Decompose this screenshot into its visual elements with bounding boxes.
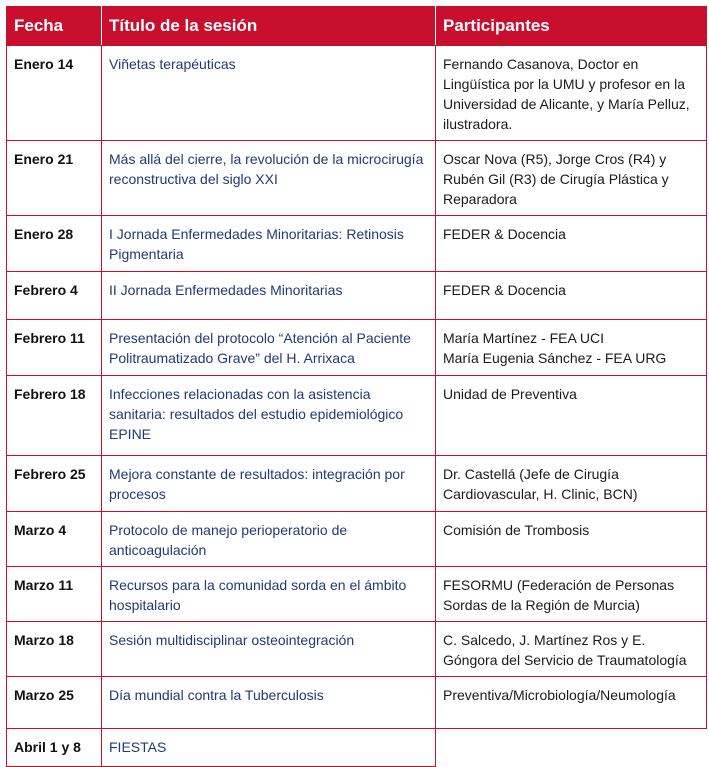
session-title: FIESTAS <box>102 729 436 767</box>
header-date: Fecha <box>7 7 102 46</box>
session-date: Marzo 4 <box>7 512 102 567</box>
session-participants <box>436 456 707 512</box>
table-row <box>7 512 707 567</box>
session-title: Sesión multidisciplinar osteointegración <box>102 622 436 677</box>
table-body <box>7 46 707 767</box>
session-title: Presentación del protocolo “Atención al Paciente Politraumatizado Grave” del H. Arrixaca <box>102 320 436 376</box>
table-row <box>7 320 707 376</box>
participant-line: Comisión de Trombosis <box>443 522 590 538</box>
session-title: Infecciones relacionadas con la asistencia sanitaria: resultados del estudio epidemiológico EPINE <box>102 376 436 456</box>
participant-line: FEDER & Docencia <box>443 226 566 242</box>
session-participants <box>436 567 707 622</box>
participant-line: Dr. Castellá (Jefe de Cirugía Cardiovascular, H. Clinic, BCN) <box>443 466 638 502</box>
header-participants: Participantes <box>436 7 707 46</box>
session-date: Marzo 11 <box>7 567 102 622</box>
table-row <box>7 272 707 320</box>
table-row <box>7 456 707 512</box>
session-date: Marzo 18 <box>7 622 102 677</box>
session-date: Enero 21 <box>7 141 102 216</box>
table-row <box>7 567 707 622</box>
session-title: II Jornada Enfermedades Minoritarias <box>102 272 436 320</box>
participant-line: María Martínez - FEA UCI <box>443 330 605 346</box>
participant-line: Preventiva/Microbiología/Neumología <box>443 687 676 703</box>
session-participants <box>436 376 707 456</box>
participant-line: FEDER & Docencia <box>443 282 566 298</box>
session-date: Abril 1 y 8 <box>7 729 102 767</box>
participant-line: C. Salcedo, J. Martínez Ros y E. Góngora del Servicio de Traumatología <box>443 632 687 668</box>
session-title: Protocolo de manejo perioperatorio de anticoagulación <box>102 512 436 567</box>
session-participants <box>436 216 707 272</box>
session-date: Febrero 4 <box>7 272 102 320</box>
table-row <box>7 622 707 677</box>
session-title: Viñetas terapéuticas <box>102 46 436 141</box>
session-participants <box>436 46 707 141</box>
session-participants <box>436 677 707 729</box>
session-date: Febrero 11 <box>7 320 102 376</box>
participant-line: María Eugenia Sánchez - FEA URG <box>443 350 667 366</box>
session-participants <box>436 622 707 677</box>
participant-line: Oscar Nova (R5), Jorge Cros (R4) y Rubén Gil (R3) de Cirugía Plástica y Reparadora <box>443 151 669 207</box>
sessions-table <box>6 6 707 767</box>
sessions-table-wrapper <box>6 6 706 767</box>
table-row <box>7 216 707 272</box>
session-title: Más allá del cierre, la revolución de la microcirugía reconstructiva del siglo XXI <box>102 141 436 216</box>
table-row <box>7 677 707 729</box>
table-row <box>7 46 707 141</box>
session-title: Recursos para la comunidad sorda en el ámbito hospitalario <box>102 567 436 622</box>
table-row <box>7 141 707 216</box>
header-title: Título de la sesión <box>102 7 436 46</box>
session-date: Febrero 18 <box>7 376 102 456</box>
table-row <box>7 729 707 767</box>
session-title: Mejora constante de resultados: integración por procesos <box>102 456 436 512</box>
session-participants <box>436 512 707 567</box>
session-participants <box>436 320 707 376</box>
empty-cell <box>436 729 707 767</box>
table-header-row <box>7 7 707 46</box>
session-date: Enero 14 <box>7 46 102 141</box>
session-participants <box>436 272 707 320</box>
session-participants <box>436 141 707 216</box>
session-title: I Jornada Enfermedades Minoritarias: Retinosis Pigmentaria <box>102 216 436 272</box>
session-date: Febrero 25 <box>7 456 102 512</box>
participant-line: Fernando Casanova, Doctor en Lingüística por la UMU y profesor en la Universidad de Alicante, y María Pelluz, ilustradora. <box>443 56 690 132</box>
participant-line: FESORMU (Federación de Personas Sordas de la Región de Murcia) <box>443 577 675 613</box>
session-date: Marzo 25 <box>7 677 102 729</box>
session-date: Enero 28 <box>7 216 102 272</box>
participant-line: Unidad de Preventiva <box>443 386 577 402</box>
table-row <box>7 376 707 456</box>
session-title: Día mundial contra la Tuberculosis <box>102 677 436 729</box>
